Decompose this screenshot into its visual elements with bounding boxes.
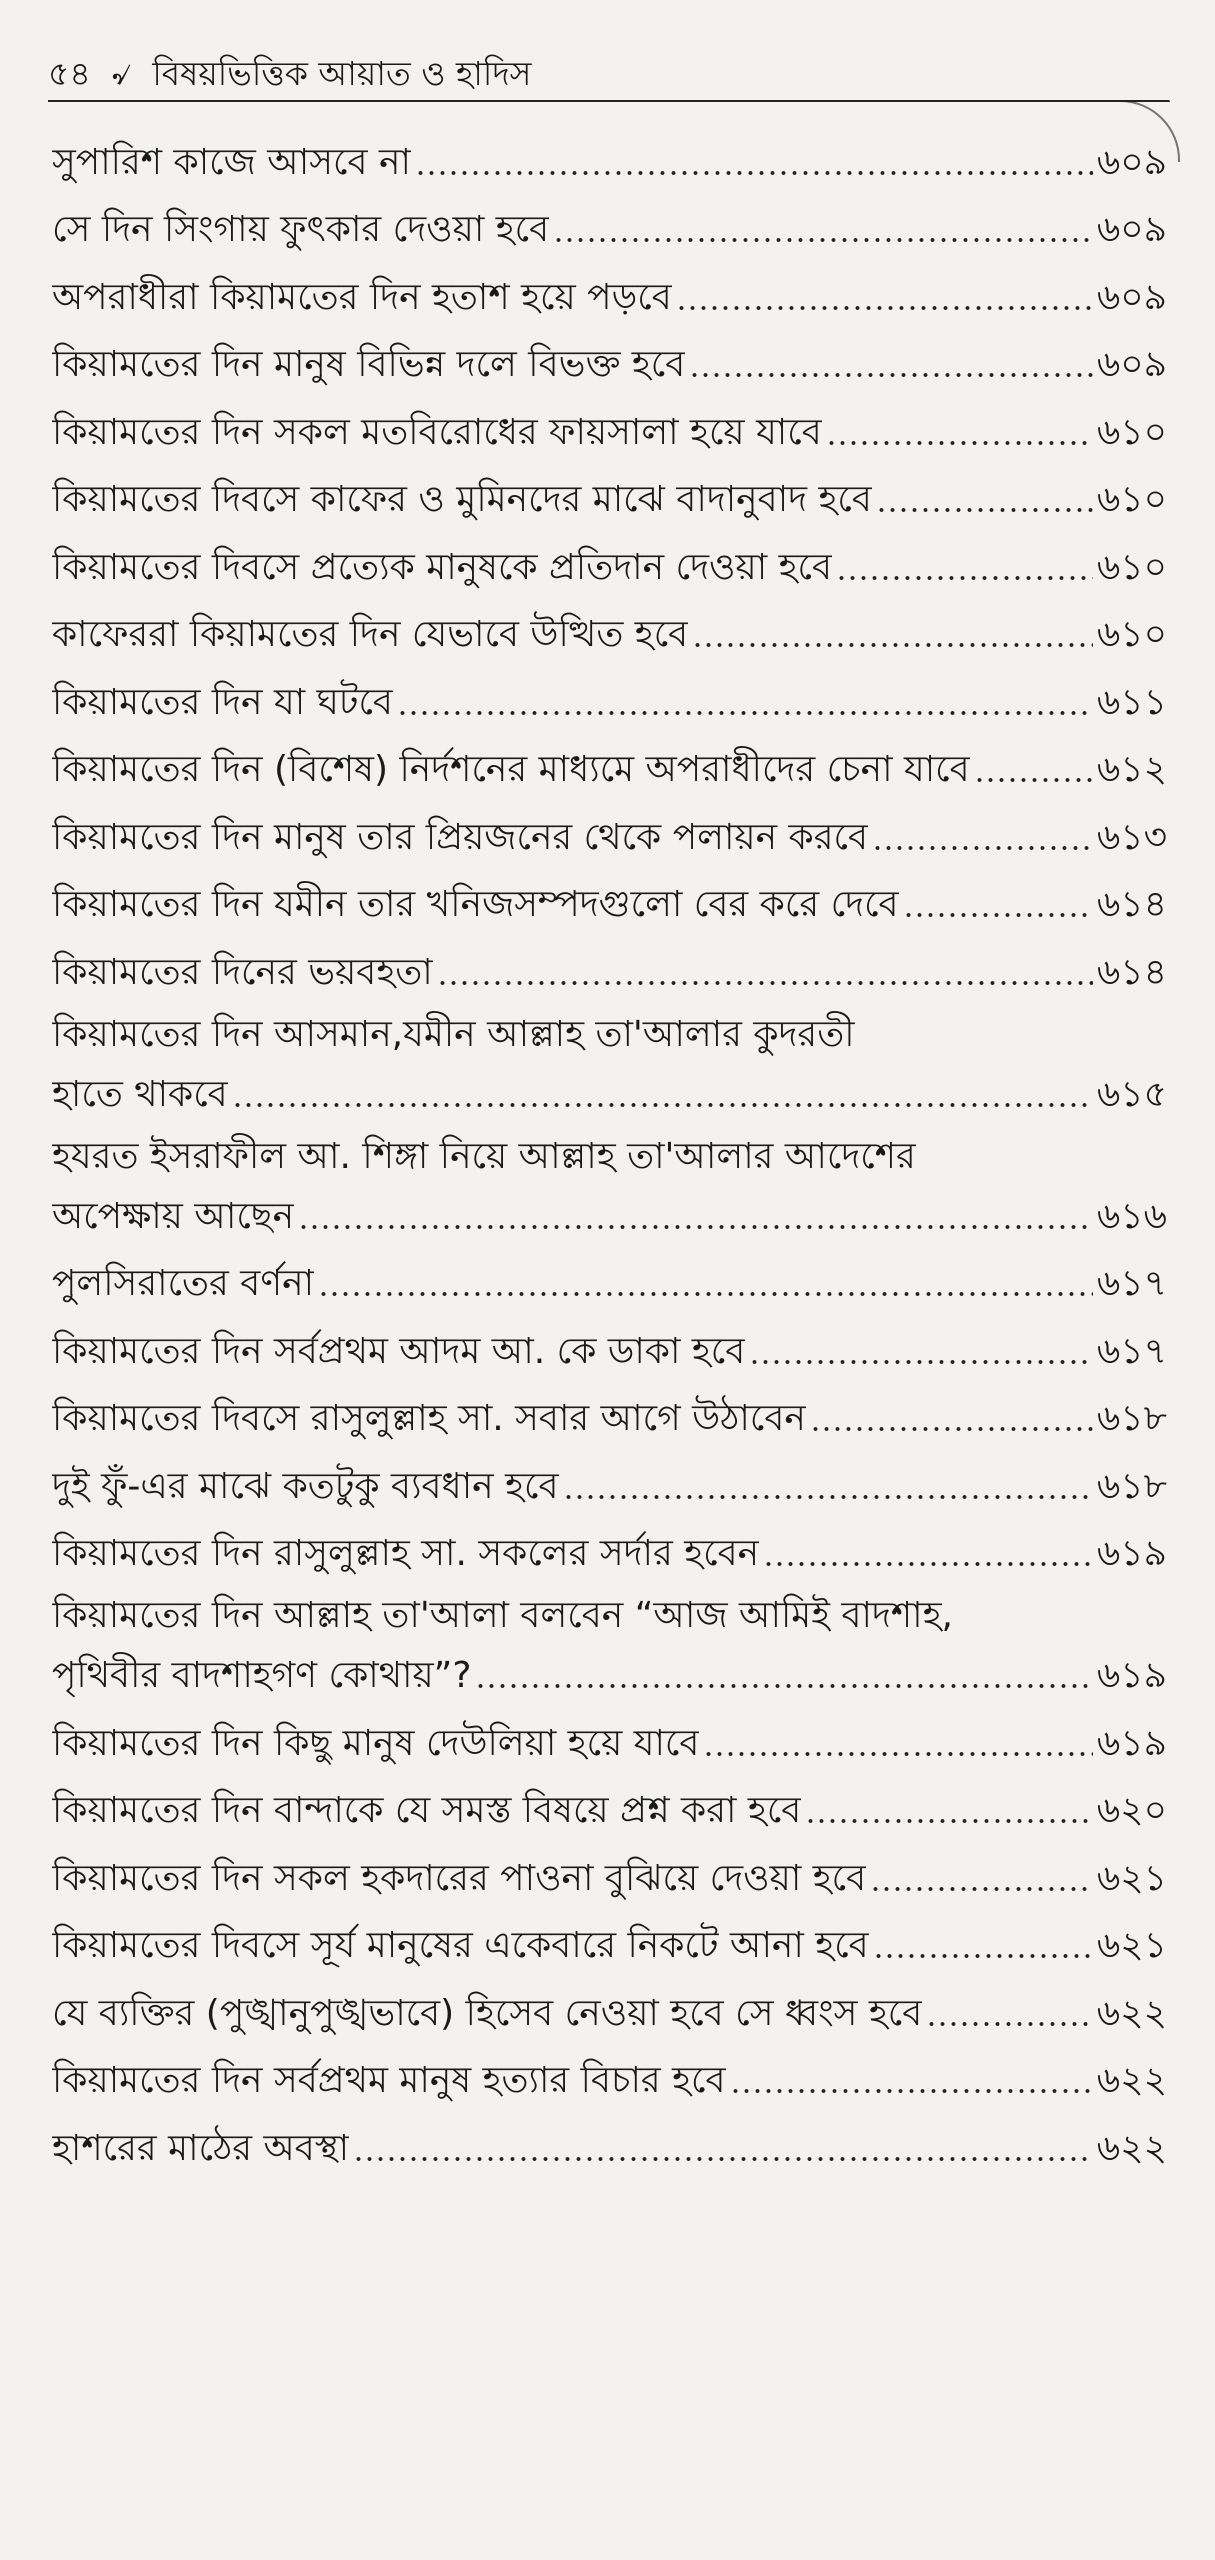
page-number: ৫৪ xyxy=(48,54,91,93)
toc-page-number: ৬২০ xyxy=(1096,1790,1167,1831)
toc-entry-title: হাতে থাকবে xyxy=(52,1073,228,1115)
toc-page-number: ৬১৭ xyxy=(1096,1330,1167,1372)
dot-leader xyxy=(926,2021,1093,2027)
toc-entry xyxy=(52,120,1167,188)
toc-entry-title: অপরাধীরা কিয়ামতের দিন হতাশ হয়ে পড়বে xyxy=(52,276,672,318)
toc-entry xyxy=(52,1971,1167,2039)
toc-entry-line1 xyxy=(52,1579,1167,1641)
toc-entry xyxy=(52,458,1167,526)
toc-entry-title: হযরত ইসরাফীল আ. শিঙ্গা নিয়ে আল্লাহ তা'আলার আদেশের xyxy=(52,1135,916,1177)
toc-entry xyxy=(52,1444,1167,1512)
dot-leader xyxy=(415,170,1093,176)
toc-entry-title: কিয়ামতের দিন সর্বপ্রথম আদম আ. কে ডাকা হবে xyxy=(52,1330,746,1372)
toc-entry-title: কিয়ামতের দিবসে রাসুলুল্লাহ সা. সবার আগে উঠাবেন xyxy=(52,1398,806,1439)
ornament-icon: ৵ xyxy=(111,54,132,93)
table-of-contents xyxy=(52,120,1167,2174)
toc-entry xyxy=(52,188,1167,256)
dot-leader xyxy=(298,1224,1093,1230)
toc-entry xyxy=(52,1701,1167,1769)
dot-leader xyxy=(475,1683,1092,1689)
toc-entry xyxy=(52,660,1167,728)
dot-leader xyxy=(692,642,1093,648)
dot-leader xyxy=(974,777,1093,783)
dot-leader xyxy=(810,1426,1093,1432)
dot-leader xyxy=(353,2156,1093,2162)
toc-entry-line1 xyxy=(52,1120,1167,1182)
dot-leader xyxy=(553,237,1093,243)
toc-entry xyxy=(52,1242,1167,1310)
dot-leader xyxy=(730,2088,1093,2094)
toc-entry-title: কাফেররা কিয়ামতের দিন যেভাবে উত্থিত হবে xyxy=(52,614,689,655)
toc-entry-title: কিয়ামতের দিন মানুষ তার প্রিয়জনের থেকে পলায়ন করবে xyxy=(52,816,869,858)
toc-entry-title: কিয়ামতের দিন আল্লাহ তা'আলা বলবেন “আজ আমিই বাদশাহ, xyxy=(52,1595,953,1636)
toc-entry-title: কিয়ামতের দিন আসমান,যমীন আল্লাহ তা'আলার কুদরতী xyxy=(52,1013,855,1055)
header-rule xyxy=(48,100,1170,102)
toc-entry-title: দুই ফুঁ-এর মাঝে কতটুকু ব্যবধান হবে xyxy=(52,1465,559,1507)
toc-entry xyxy=(52,1512,1167,1580)
toc-entry xyxy=(52,2106,1167,2174)
toc-entry xyxy=(52,1641,1167,1701)
toc-entry-line1 xyxy=(52,998,1167,1060)
dot-leader xyxy=(563,1494,1093,1500)
toc-page-number: ৬১৯ xyxy=(1096,1533,1167,1574)
dot-leader xyxy=(232,1102,1093,1108)
toc-entry-title: পৃথিবীর বাদশাহগণ কোথায়”? xyxy=(52,1655,472,1696)
toc-entry-title: কিয়ামতের দিবসে কাফের ও মুমিনদের মাঝে বাদানুবাদ হবে xyxy=(52,479,872,520)
toc-entry-title: যে ব্যক্তির (পুঙ্খানুপুঙ্খভাবে) হিসেব নেওয়া হবে সে ধ্বংস হবে xyxy=(52,1992,923,2034)
toc-page-number: ৬১১ xyxy=(1096,681,1167,723)
toc-entry-title: কিয়ামতের দিন যা ঘটবে xyxy=(52,681,393,723)
dot-leader xyxy=(876,507,1093,513)
dot-leader xyxy=(805,1818,1092,1824)
toc-entry xyxy=(52,593,1167,661)
toc-page-number: ৬১০ xyxy=(1096,614,1167,655)
toc-entry xyxy=(52,1182,1167,1242)
toc-page-number: ৬০৯ xyxy=(1096,141,1167,183)
toc-entry-title: কিয়ামতের দিন যমীন তার খনিজসম্পদগুলো বের করে দেবে xyxy=(52,884,899,925)
book-title: বিষয়ভিত্তিক আয়াত ও হাদিস xyxy=(152,54,532,93)
toc-entry-title: কিয়ামতের দিন রাসুলুল্লাহ সা. সকলের সর্দার হবেন xyxy=(52,1533,760,1574)
dot-leader xyxy=(836,575,1093,581)
toc-entry xyxy=(52,1060,1167,1120)
toc-page-number: ৬২২ xyxy=(1096,2127,1167,2169)
toc-page-number: ৬১৪ xyxy=(1096,951,1167,993)
toc-entry-title: অপেক্ষায় আছেন xyxy=(52,1195,295,1237)
toc-page-number: ৬১০ xyxy=(1096,546,1167,588)
toc-entry-title: কিয়ামতের দিবসে সূর্য মানুষের একেবারে নিকটে আনা হবে xyxy=(52,1925,869,1966)
toc-page-number: ৬১২ xyxy=(1096,749,1167,790)
toc-page-number: ৬২২ xyxy=(1096,2060,1167,2101)
dot-leader xyxy=(873,1953,1093,1959)
toc-page-number: ৬১৬ xyxy=(1096,1195,1167,1237)
dot-leader xyxy=(763,1561,1093,1567)
toc-page-number: ৬১৩ xyxy=(1096,816,1167,858)
toc-page-number: ৬১৫ xyxy=(1096,1073,1167,1115)
toc-entry-title: কিয়ামতের দিবসে প্রত্যেক মানুষকে প্রতিদান দেওয়া হবে xyxy=(52,546,833,588)
dot-leader xyxy=(870,1886,1093,1892)
toc-entry-title: কিয়ামতের দিন সর্বপ্রথম মানুষ হত্যার বিচার হবে xyxy=(52,2060,726,2101)
toc-entry-title: কিয়ামতের দিন কিছু মানুষ দেউলিয়া হয়ে যাবে xyxy=(52,1722,700,1764)
toc-page-number: ৬১৮ xyxy=(1096,1398,1167,1439)
toc-entry xyxy=(52,1904,1167,1972)
toc-page-number: ৬১৮ xyxy=(1096,1465,1167,1507)
running-header xyxy=(48,52,1168,96)
toc-entry xyxy=(52,795,1167,863)
toc-entry-title: হাশরের মাঠের অবস্থা xyxy=(52,2127,350,2169)
toc-page-number: ৬০৯ xyxy=(1096,209,1167,250)
toc-entry xyxy=(52,863,1167,931)
dot-leader xyxy=(872,845,1093,851)
toc-entry xyxy=(52,525,1167,593)
toc-entry xyxy=(52,255,1167,323)
dot-leader xyxy=(826,440,1093,446)
dot-leader xyxy=(318,1291,1093,1297)
toc-page-number: ৬১০ xyxy=(1096,411,1167,453)
toc-page-number: ৬১৭ xyxy=(1096,1263,1167,1304)
toc-entry-title: কিয়ামতের দিন সকল মতবিরোধের ফায়সালা হয়ে যাবে xyxy=(52,411,822,453)
toc-entry-title: সে দিন সিংগায় ফুৎকার দেওয়া হবে xyxy=(52,209,550,250)
dot-leader xyxy=(397,710,1093,716)
dot-leader xyxy=(676,305,1093,311)
toc-entry xyxy=(52,1836,1167,1904)
toc-entry xyxy=(52,1309,1167,1377)
toc-entry-title: সুপারিশ কাজে আসবে না xyxy=(52,141,411,183)
toc-entry xyxy=(52,1377,1167,1445)
toc-entry-title: কিয়ামতের দিনের ভয়বহতা xyxy=(52,951,433,993)
toc-page-number: ৬১৯ xyxy=(1096,1655,1167,1696)
toc-page-number: ৬২১ xyxy=(1096,1925,1167,1966)
toc-entry-title: কিয়ামতের দিন সকল হকদারের পাওনা বুঝিয়ে দেওয়া হবে xyxy=(52,1857,867,1899)
toc-entry xyxy=(52,390,1167,458)
toc-page-number: ৬১০ xyxy=(1096,479,1167,520)
dot-leader xyxy=(689,372,1093,378)
toc-entry xyxy=(52,1769,1167,1837)
toc-entry xyxy=(52,2039,1167,2107)
toc-page-number: ৬১৪ xyxy=(1096,884,1167,925)
dot-leader xyxy=(903,912,1093,918)
toc-entry-title: কিয়ামতের দিন মানুষ বিভিন্ন দলে বিভক্ত হবে xyxy=(52,344,686,385)
toc-entry xyxy=(52,728,1167,796)
toc-entry-title: কিয়ামতের দিন বান্দাকে যে সমস্ত বিষয়ে প্রশ্ন করা হবে xyxy=(52,1790,802,1831)
toc-page-number: ৬০৯ xyxy=(1096,276,1167,318)
toc-page-number: ৬০৯ xyxy=(1096,344,1167,385)
toc-entry-title: পুলসিরাতের বর্ণনা xyxy=(52,1263,315,1304)
toc-page-number: ৬২১ xyxy=(1096,1857,1167,1899)
toc-entry-title: কিয়ামতের দিন (বিশেষ) নির্দশনের মাধ্যমে অপরাধীদের চেনা যাবে xyxy=(52,749,970,790)
toc-page-number: ৬২২ xyxy=(1096,1992,1167,2034)
dot-leader xyxy=(703,1751,1092,1757)
dot-leader xyxy=(749,1359,1093,1365)
dot-leader xyxy=(437,980,1093,986)
toc-entry xyxy=(52,323,1167,391)
toc-entry xyxy=(52,930,1167,998)
toc-page-number: ৬১৯ xyxy=(1096,1722,1167,1764)
